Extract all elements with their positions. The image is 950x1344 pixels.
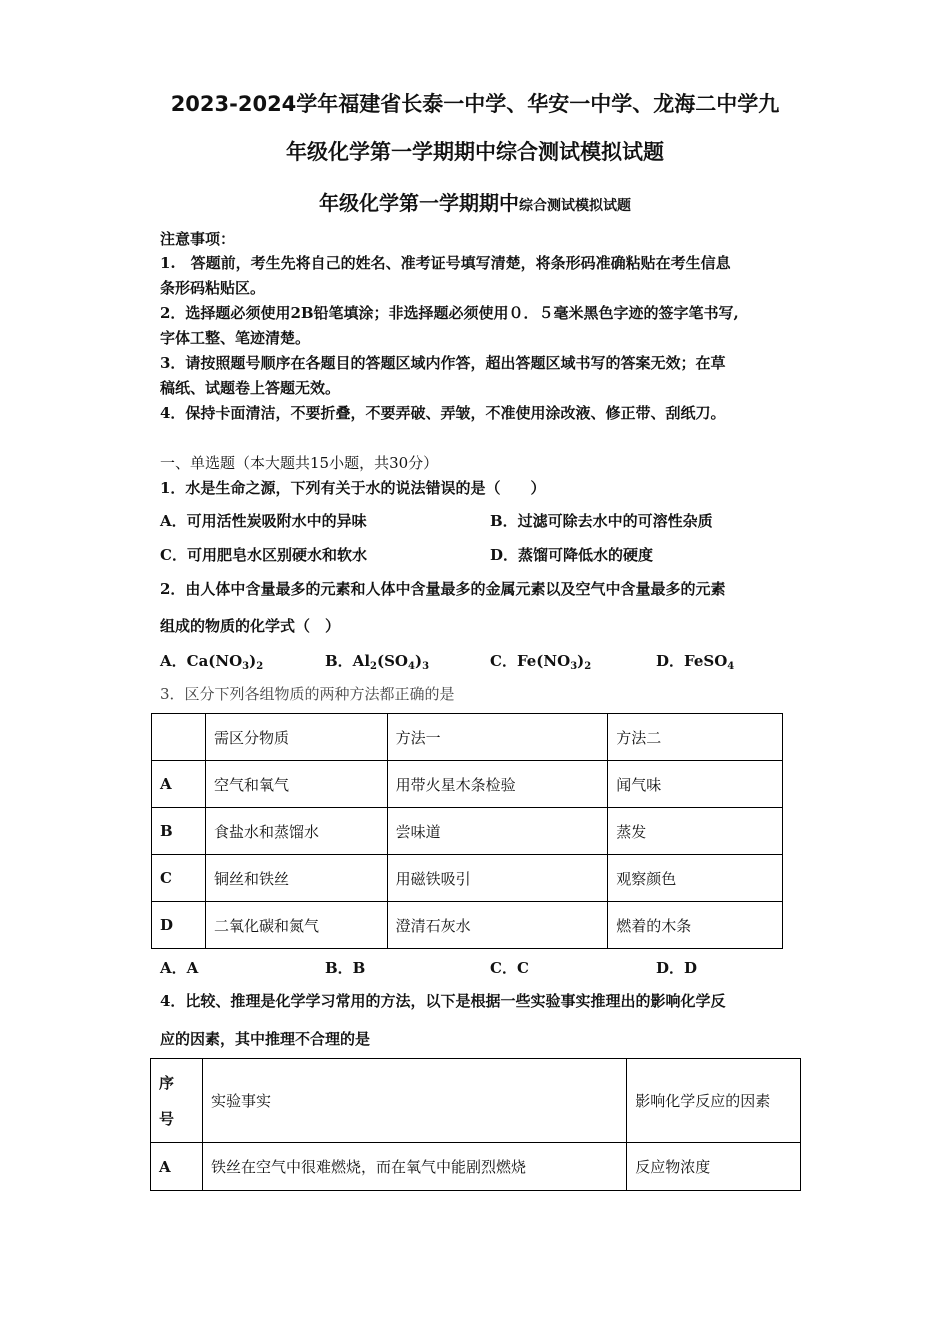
table-row — [152, 902, 783, 949]
q2-option-a: A．$Ca(NO_3)_2$ — [160, 652, 264, 672]
table-cell: 尝味道 — [387, 808, 608, 855]
q3-option-d: D．D — [656, 959, 698, 977]
table-cell — [151, 1059, 203, 1143]
table-cell: 方法一 — [387, 714, 608, 761]
table-cell: 需区分物质 — [205, 714, 387, 761]
table-cell: 食盐水和蒸馏水 — [205, 808, 387, 855]
table-cell: 闻气味 — [608, 761, 783, 808]
q1-option-a: A．可用活性炭吸附水中的异味 — [160, 512, 367, 530]
table-cell: 观察颜色 — [608, 855, 783, 902]
table-cell: A — [151, 1143, 203, 1191]
table-cell: 方法二 — [608, 714, 783, 761]
exam-title-line2: 年级化学第一学期期中综合测试模拟试题 — [286, 140, 664, 164]
table-header-row — [152, 714, 783, 761]
table-cell: 空气和氧气 — [205, 761, 387, 808]
q1-option-c: C．可用肥皂水区别硬水和软水 — [160, 546, 367, 564]
table-cell: 蒸发 — [608, 808, 783, 855]
table-row — [152, 855, 783, 902]
table-cell: B — [152, 808, 206, 855]
table-header-row — [151, 1059, 801, 1143]
table-cell: D — [152, 902, 206, 949]
note-line: 3．请按照题号顺序在各题目的答题区域内作答，超出答题区域书写的答案无效；在草 — [160, 354, 726, 372]
q4-table — [150, 1058, 801, 1191]
table-row — [152, 761, 783, 808]
table-cell: 二氧化碳和氮气 — [205, 902, 387, 949]
q2-stem-line1: 2．由人体中含量最多的元素和人体中含量最多的金属元素以及空气中含量最多的元素 — [160, 580, 726, 598]
q1-option-b: B．过滤可除去水中的可溶性杂质 — [490, 512, 713, 530]
note-line: 4．保持卡面清洁，不要折叠，不要弄破、弄皱，不准使用涂改液、修正带、刮纸刀。 — [160, 404, 726, 422]
q4-stem-line1: 4．比较、推理是化学学习常用的方法，以下是根据一些实验事实推理出的影响化学反 — [160, 992, 726, 1010]
table-cell — [152, 714, 206, 761]
q1-stem: 1．水是生命之源，下列有关于水的说法错误的是（ ） — [160, 479, 546, 497]
table-cell: A — [152, 761, 206, 808]
table-row — [152, 808, 783, 855]
q2-option-d: D．FeSO$_4$ — [656, 652, 735, 672]
q3-option-c: C．C — [490, 959, 529, 977]
note-line: 稿纸、试题卷上答题无效。 — [160, 379, 341, 397]
q3-option-b: B．B — [325, 959, 366, 977]
note-line: 字体工整、笔迹清楚。 — [160, 329, 311, 347]
table-cell: 反应物浓度 — [627, 1143, 801, 1191]
table-cell: 燃着的木条 — [608, 902, 783, 949]
note-line: 条形码粘贴区。 — [160, 279, 266, 297]
note-line: 2．选择题必须使用2B铅笔填涂；非选择题必须使用０．５毫米黑色字迹的签字笔书写, — [160, 304, 739, 322]
notes-heading: 注意事项： — [160, 230, 236, 248]
table-cell: 铜丝和铁丝 — [205, 855, 387, 902]
header-seq-1: 序 — [159, 1073, 175, 1092]
q4-stem-line2: 应的因素，其中推理不合理的是 — [160, 1030, 371, 1048]
table-cell: 用带火星木条检验 — [387, 761, 608, 808]
exam-subtitle — [0, 187, 950, 216]
section-heading: 一、单选题（本大题共15小题，共30分） — [160, 454, 439, 472]
q3-table — [151, 713, 783, 949]
subtitle-small: 综合测试模拟试题 — [519, 198, 631, 214]
q2-option-b: B．$Al_2(SO_4)_3$ — [325, 652, 430, 672]
table-cell: 用磁铁吸引 — [387, 855, 608, 902]
exam-title-line1: 2023-2024学年福建省长泰一中学、华安一中学、龙海二中学九 — [170, 92, 780, 116]
q2-option-c: C．$Fe(NO_3)_2$ — [490, 652, 592, 672]
q3-stem: 3．区分下列各组物质的两种方法都正确的是 — [160, 685, 455, 703]
table-cell: 铁丝在空气中很难燃烧，而在氧气中能剧烈燃烧 — [202, 1143, 626, 1191]
table-cell: 澄清石灰水 — [387, 902, 608, 949]
table-cell: 影响化学反应的因素 — [627, 1059, 801, 1143]
q2-stem-line2: 组成的物质的化学式（ ） — [160, 617, 341, 635]
q1-option-d: D．蒸馏可降低水的硬度 — [490, 546, 654, 564]
header-seq-2: 号 — [159, 1109, 175, 1128]
subtitle-big: 年级化学第一学期期中 — [319, 191, 519, 215]
table-row — [151, 1143, 801, 1191]
table-cell: 实验事实 — [202, 1059, 626, 1143]
table-cell: C — [152, 855, 206, 902]
q3-option-a: A．A — [160, 959, 199, 977]
note-line: 1. 答题前，考生先将自己的姓名、准考证号填写清楚，将条形码准确粘贴在考生信息 — [160, 254, 731, 272]
